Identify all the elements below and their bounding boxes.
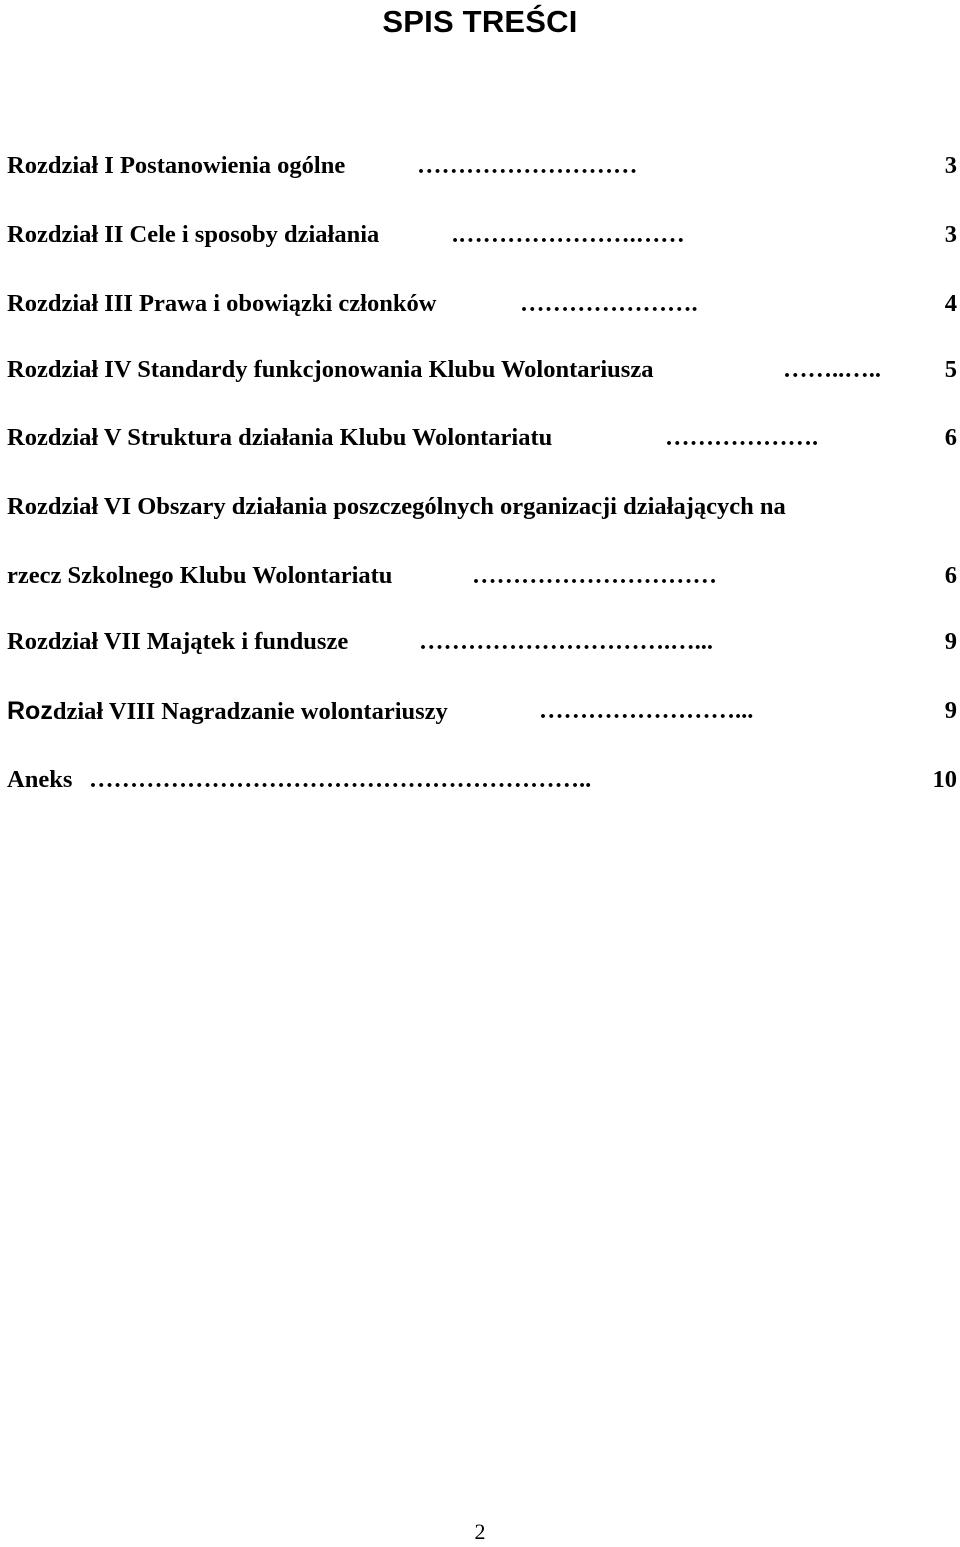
toc-entry-title: Aneks: [7, 766, 73, 793]
toc-entry-title: Rozdział III Prawa i obowiązki członków: [7, 290, 437, 317]
toc-entry-title-prefix: Roz: [7, 697, 53, 725]
toc-page-number: 5: [944, 356, 957, 383]
toc-page-number: 3: [944, 152, 957, 179]
toc-entry-chapter-7[interactable]: [7, 625, 957, 659]
page-title: SPIS TREŚCI: [382, 4, 578, 39]
toc-page-number: 4: [944, 290, 957, 317]
toc-page-number: 6: [944, 562, 957, 589]
toc-entry-title-suffix: dział VIII Nagradzanie wolontariuszy: [52, 698, 448, 725]
toc-leader-dots: ……..…..: [783, 356, 881, 383]
toc-entry-title: Rozdział V Struktura działania Klubu Wolontariatu: [7, 424, 553, 451]
toc-entry-title: rzecz Szkolnego Klubu Wolontariatu: [7, 562, 393, 589]
toc-entry-chapter-5[interactable]: [7, 421, 957, 455]
toc-leader-dots: ………………………….…...: [419, 628, 713, 655]
toc-page-number: 3: [944, 221, 957, 248]
toc-entry-chapter-4[interactable]: [7, 353, 957, 387]
toc-page-number: 9: [944, 697, 957, 724]
toc-leader-dots: …………………………: [472, 562, 717, 589]
toc-entry-title: Rozdział I Postanowienia ogólne: [7, 152, 346, 179]
toc-leader-dots: ……………………...: [539, 697, 754, 724]
toc-page-number: 9: [944, 628, 957, 655]
toc-entry-chapter-2[interactable]: [7, 218, 957, 252]
toc-entry-title: Rozdział VII Majątek i fundusze: [7, 628, 349, 655]
toc-leader-dots: ………………………: [417, 152, 638, 179]
toc-page-number: 6: [944, 424, 957, 451]
toc-leader-dots: .………………….……: [452, 221, 685, 248]
toc-page-number: 10: [932, 766, 957, 793]
toc-entry-title: Rozdział IV Standardy funkcjonowania Klubu Wolontariusza: [7, 356, 654, 383]
toc-entry-chapter-6-line-2[interactable]: [7, 559, 957, 593]
page-number: 2: [474, 1519, 486, 1544]
toc-leader-dots: ………………….: [520, 290, 698, 317]
toc-leader-dots: ……………………………………………………..: [89, 766, 592, 793]
toc-entry-annex[interactable]: [7, 763, 957, 797]
toc-entry-chapter-3[interactable]: [7, 287, 957, 321]
toc-entry-title: Rozdział VI Obszary działania poszczególnych organizacji działających na: [7, 493, 786, 520]
toc-entry-title: Rozdział II Cele i sposoby działania: [7, 221, 380, 248]
toc-leader-dots: ……………….: [665, 424, 819, 451]
toc-entry-chapter-1[interactable]: [7, 149, 957, 183]
toc-entry-chapter-6-line-1[interactable]: [7, 490, 957, 524]
toc-entry-title: [7, 694, 448, 728]
toc-entry-chapter-8[interactable]: [7, 694, 957, 728]
